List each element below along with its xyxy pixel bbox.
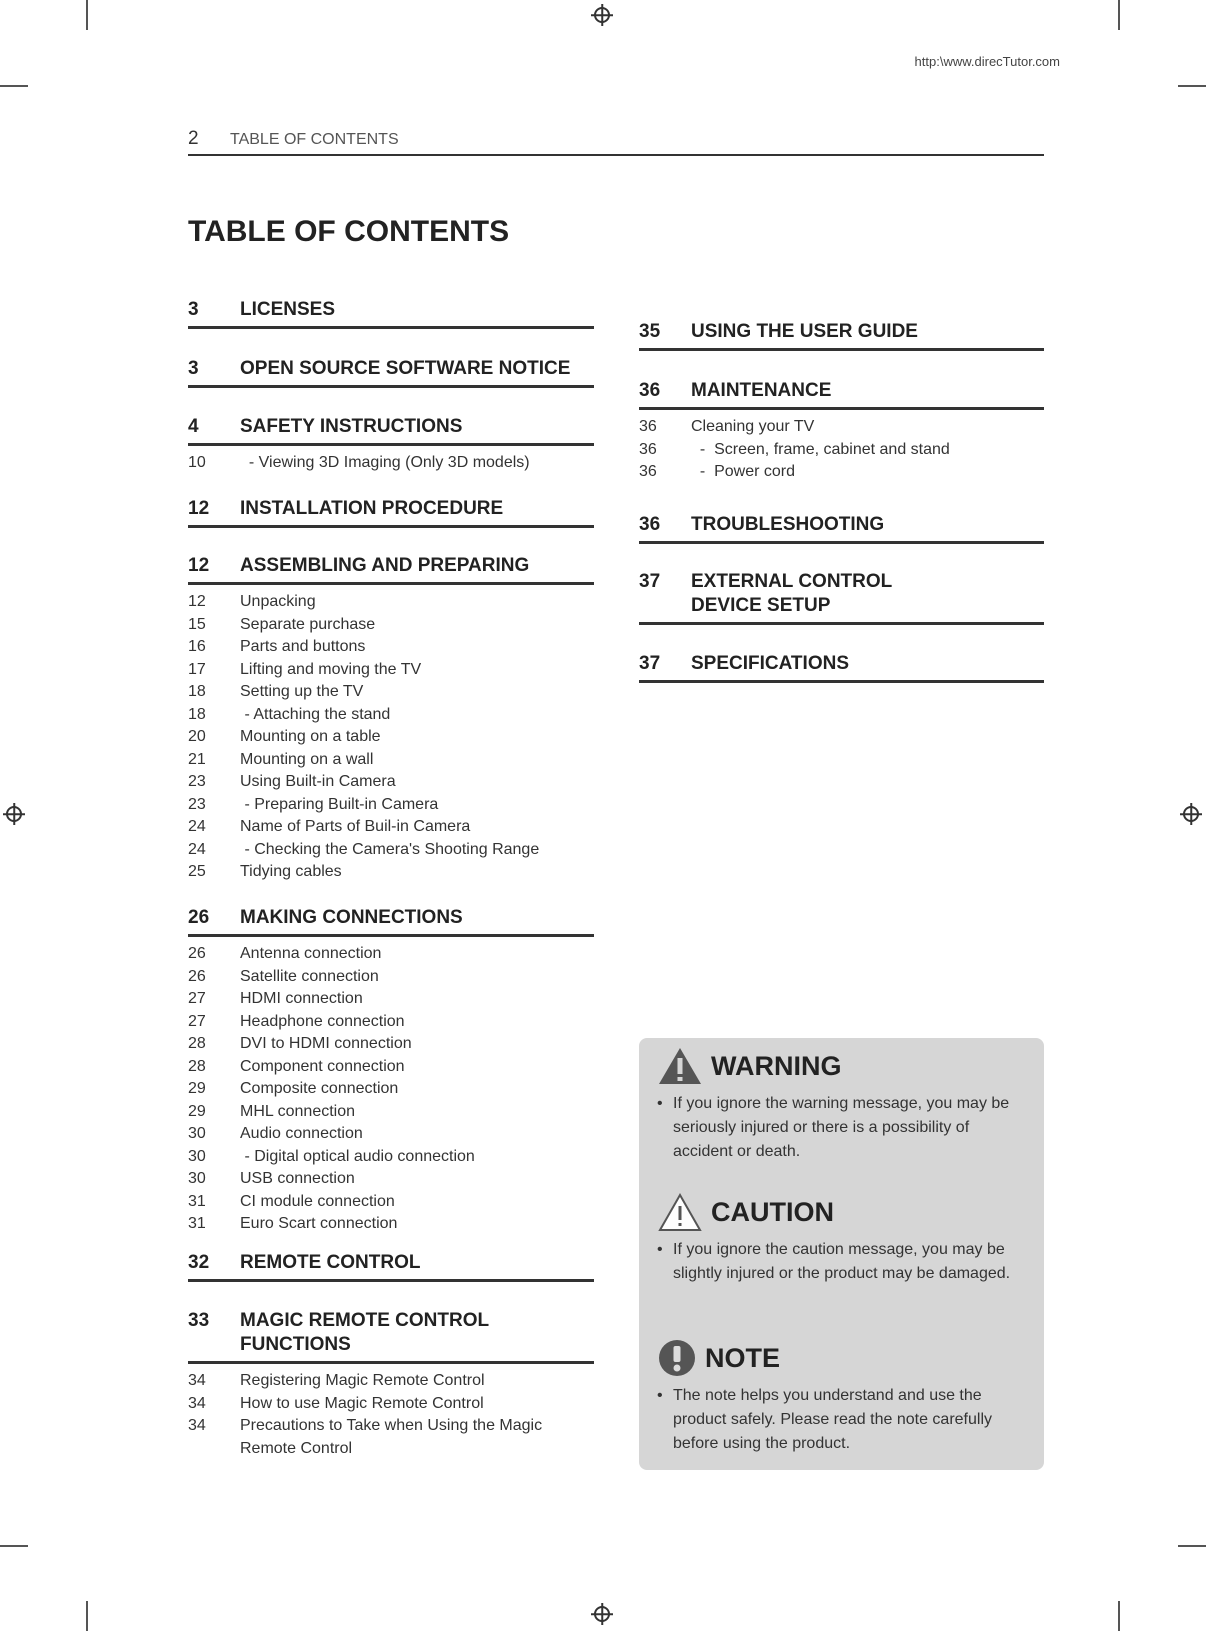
toc-subitems: [188, 452, 594, 475]
toc-heading-page: 12: [188, 498, 210, 519]
toc-item-page: 31: [188, 1192, 206, 1210]
toc-heading[interactable]: [188, 497, 594, 528]
toc-item[interactable]: [188, 726, 594, 749]
toc-item-label: Cleaning your TV: [691, 418, 815, 435]
toc-item-label: Separate purchase: [240, 615, 376, 633]
toc-heading[interactable]: [188, 357, 594, 388]
toc-heading-page: 32: [188, 1252, 210, 1273]
toc-item[interactable]: [639, 416, 1044, 439]
toc-item[interactable]: [188, 1370, 594, 1393]
warning-notice: [657, 1046, 1032, 1164]
toc-item-page: 36: [639, 463, 657, 480]
toc-subitems: [188, 1370, 594, 1460]
toc-heading[interactable]: [188, 298, 594, 329]
registration-mark-icon: [594, 1606, 610, 1622]
toc-item-page: 31: [188, 1215, 206, 1232]
caution-notice: [657, 1192, 1032, 1286]
toc-item[interactable]: [188, 1146, 594, 1169]
toc-section: [188, 906, 594, 1236]
toc-item-page: 23: [188, 773, 206, 790]
toc-item-page: 30: [188, 1147, 206, 1165]
toc-heading[interactable]: [188, 906, 594, 937]
toc-section: [639, 570, 1044, 625]
running-header-title: TABLE OF CONTENTS: [230, 131, 399, 148]
toc-item-label: Registering Magic Remote Control: [240, 1372, 485, 1389]
toc-item[interactable]: [639, 461, 1044, 484]
toc-item-label: - Power cord: [691, 463, 796, 480]
toc-item-page: 34: [188, 1394, 206, 1412]
toc-item-page: 23: [188, 795, 206, 813]
toc-item-label: Using Built-in Camera: [240, 773, 396, 790]
crop-mark: [86, 1601, 88, 1631]
toc-heading[interactable]: [188, 1309, 594, 1364]
toc-item[interactable]: [188, 1191, 594, 1214]
toc-item-label: Composite connection: [240, 1080, 399, 1097]
toc-section: [188, 1251, 594, 1282]
toc-section: [188, 415, 594, 475]
toc-item-label: How to use Magic Remote Control: [240, 1394, 484, 1412]
toc-item[interactable]: [188, 1056, 594, 1079]
toc-item-page: 17: [188, 660, 206, 678]
toc-item-page: 18: [188, 705, 206, 723]
bullet: •: [657, 1095, 663, 1112]
crop-mark: [0, 1545, 28, 1547]
toc-section: [639, 513, 1044, 544]
toc-item[interactable]: [188, 681, 594, 704]
toc-item[interactable]: [188, 1033, 594, 1056]
toc-heading-title: MAINTENANCE: [691, 380, 832, 401]
toc-item-page: 34: [188, 1372, 206, 1389]
toc-item-page: 30: [188, 1170, 206, 1187]
crop-mark: [1118, 0, 1120, 30]
toc-heading-page: 35: [639, 321, 661, 342]
toc-item[interactable]: [188, 749, 594, 772]
crop-mark: [1118, 1601, 1120, 1631]
toc-item-page: 34: [188, 1417, 206, 1434]
toc-item-page: 29: [188, 1102, 206, 1120]
toc-item-page: 28: [188, 1057, 206, 1075]
note-notice: [657, 1338, 1032, 1456]
toc-item-label: - Checking the Camera's Shooting Range: [240, 840, 540, 858]
notice-box: [639, 1038, 1044, 1470]
toc-heading-page: 33: [188, 1310, 210, 1331]
toc-subitems: [639, 416, 1044, 484]
toc-section: [639, 652, 1044, 683]
toc-item-label: Unpacking: [240, 593, 316, 610]
toc-item-page: 24: [188, 840, 206, 858]
toc-item[interactable]: [639, 439, 1044, 462]
warning-text: If you ignore the warning message, you may be seriously injured or there is a possibility of accident or death.: [673, 1095, 1010, 1160]
toc-item-page: 28: [188, 1035, 206, 1052]
crop-mark: [0, 85, 28, 87]
toc-item[interactable]: [188, 943, 594, 966]
toc-item[interactable]: [188, 816, 594, 839]
toc-item-label: Satellite connection: [240, 967, 379, 985]
toc-heading[interactable]: [188, 415, 594, 446]
toc-heading-title: TROUBLESHOOTING: [691, 514, 885, 535]
toc-item-label: - Preparing Built-in Camera: [240, 795, 439, 813]
toc-item-label: Precautions to Take when Using the Magic Remote Control: [240, 1417, 547, 1457]
toc-heading[interactable]: [639, 513, 1044, 544]
toc-item-label: Headphone connection: [240, 1012, 405, 1030]
toc-item-page: 26: [188, 967, 206, 985]
toc-item[interactable]: [188, 1011, 594, 1034]
toc-item-label: Lifting and moving the TV: [240, 660, 422, 678]
toc-item-label: CI module connection: [240, 1192, 395, 1210]
toc-item-page: 21: [188, 750, 206, 768]
toc-item-label: Mounting on a wall: [240, 750, 374, 768]
toc-item-label: HDMI connection: [240, 990, 363, 1007]
note-title: NOTE: [705, 1342, 781, 1373]
toc-heading-page: 36: [639, 514, 661, 535]
toc-section: [188, 298, 594, 329]
note-icon: [657, 1338, 697, 1378]
toc-heading[interactable]: [639, 570, 1044, 625]
toc-heading[interactable]: [188, 554, 594, 585]
toc-item-label: USB connection: [240, 1170, 355, 1187]
toc-heading-page: 37: [639, 571, 661, 592]
toc-heading-title: REMOTE CONTROL: [240, 1252, 421, 1273]
toc-subitems: [188, 591, 594, 884]
toc-item-label: Tidying cables: [240, 863, 342, 880]
toc-item-label: Mounting on a table: [240, 728, 381, 745]
crop-mark: [1178, 85, 1206, 87]
registration-mark-icon: [6, 806, 22, 822]
toc-heading-page: 3: [188, 358, 199, 379]
toc-heading-title: MAKING CONNECTIONS: [240, 907, 463, 928]
toc-section: [188, 357, 594, 388]
note-text: The note helps you understand and use the product safely. Please read the note carefully before using the product.: [673, 1387, 992, 1452]
toc-item[interactable]: [188, 1393, 594, 1416]
toc-heading-title: LICENSES: [240, 299, 336, 320]
caution-icon: [657, 1192, 703, 1232]
toc-item-label: DVI to HDMI connection: [240, 1035, 412, 1052]
toc-item-label: Name of Parts of Buil-in Camera: [240, 818, 471, 835]
page-number: 2: [188, 128, 199, 149]
toc-item-page: 30: [188, 1125, 206, 1142]
warning-icon: [657, 1046, 703, 1086]
caution-title: CAUTION: [711, 1196, 834, 1227]
toc-item-page: 18: [188, 683, 206, 700]
toc-heading-page: 37: [639, 653, 661, 674]
crop-mark: [86, 0, 88, 30]
toc-item-label: - Attaching the stand: [240, 705, 391, 723]
toc-item-label: - Screen, frame, cabinet and stand: [691, 440, 950, 458]
toc-heading-page: 4: [188, 416, 199, 437]
bullet: •: [657, 1387, 663, 1404]
toc-item-page: 29: [188, 1080, 206, 1097]
toc-item[interactable]: [188, 988, 594, 1011]
toc-item-label: MHL connection: [240, 1102, 356, 1120]
toc-item[interactable]: [188, 1415, 594, 1460]
toc-item-page: 20: [188, 728, 206, 745]
toc-item-label: Parts and buttons: [240, 638, 366, 655]
toc-heading[interactable]: [639, 379, 1044, 410]
toc-heading-page: 3: [188, 299, 199, 320]
toc-item-label: Antenna connection: [240, 945, 382, 962]
toc-item-page: 27: [188, 1012, 206, 1030]
toc-heading[interactable]: [639, 320, 1044, 351]
bullet: •: [657, 1241, 663, 1258]
toc-heading[interactable]: [639, 652, 1044, 683]
registration-mark-icon: [594, 7, 610, 23]
toc-item[interactable]: [188, 771, 594, 794]
toc-section: [639, 320, 1044, 351]
warning-title: WARNING: [711, 1050, 842, 1081]
page-title: TABLE OF CONTENTS: [188, 215, 510, 248]
toc-heading-page: 26: [188, 907, 210, 928]
toc-item[interactable]: [188, 1213, 594, 1236]
toc-heading[interactable]: [188, 1251, 594, 1282]
toc-item-page: 15: [188, 615, 206, 633]
toc-heading-page: 12: [188, 555, 210, 576]
toc-section: [188, 554, 594, 884]
toc-item[interactable]: [188, 452, 594, 475]
toc-item[interactable]: [188, 614, 594, 637]
toc-item[interactable]: [188, 704, 594, 727]
toc-heading-title: MAGIC REMOTE CONTROL FUNCTIONS: [240, 1310, 489, 1355]
toc-item-label: Setting up the TV: [240, 683, 364, 700]
toc-item-page: 25: [188, 863, 206, 880]
toc-item-page: 24: [188, 818, 206, 835]
toc-heading-title: OPEN SOURCE SOFTWARE NOTICE: [240, 358, 571, 379]
toc-item-label: Euro Scart connection: [240, 1215, 398, 1232]
toc-item-label: Audio connection: [240, 1125, 363, 1142]
toc-item-label: - Viewing 3D Imaging (Only 3D models): [240, 454, 530, 471]
crop-mark: [1178, 1545, 1206, 1547]
toc-section: [639, 379, 1044, 484]
toc-item-page: 26: [188, 945, 206, 962]
toc-item[interactable]: [188, 794, 594, 817]
toc-item-page: 27: [188, 990, 206, 1007]
toc-item[interactable]: [188, 636, 594, 659]
toc-heading-title: SAFETY INSTRUCTIONS: [240, 416, 463, 437]
caution-text: If you ignore the caution message, you may be slightly injured or the product may be damaged.: [673, 1241, 1011, 1282]
toc-heading-title: USING THE USER GUIDE: [691, 321, 918, 342]
registration-mark-icon: [1183, 806, 1199, 822]
running-header: [188, 128, 1044, 156]
source-url: http:\www.direcTutor.com: [914, 54, 1060, 69]
toc-heading-title: SPECIFICATIONS: [691, 653, 849, 674]
toc-item-page: 16: [188, 638, 206, 655]
toc-heading-title: ASSEMBLING AND PREPARING: [240, 555, 530, 576]
toc-item[interactable]: [188, 1101, 594, 1124]
toc-heading-title: EXTERNAL CONTROL DEVICE SETUP: [691, 571, 892, 616]
toc-heading-page: 36: [639, 380, 661, 401]
toc-item[interactable]: [188, 1078, 594, 1101]
toc-section: [188, 1309, 594, 1460]
toc-item[interactable]: [188, 839, 594, 862]
toc-item-page: 36: [639, 418, 657, 435]
toc-item-page: 10: [188, 454, 206, 471]
toc-item-page: 36: [639, 440, 657, 458]
toc-item[interactable]: [188, 966, 594, 989]
toc-subitems: [188, 943, 594, 1236]
toc-item-page: 12: [188, 593, 206, 610]
toc-item[interactable]: [188, 591, 594, 614]
toc-item[interactable]: [188, 861, 594, 884]
toc-item[interactable]: [188, 1123, 594, 1146]
toc-heading-title: INSTALLATION PROCEDURE: [240, 498, 504, 519]
toc-item[interactable]: [188, 1168, 594, 1191]
toc-item[interactable]: [188, 659, 594, 682]
toc-section: [188, 497, 594, 528]
toc-item-label: - Digital optical audio connection: [240, 1147, 475, 1165]
toc-item-label: Component connection: [240, 1057, 405, 1075]
